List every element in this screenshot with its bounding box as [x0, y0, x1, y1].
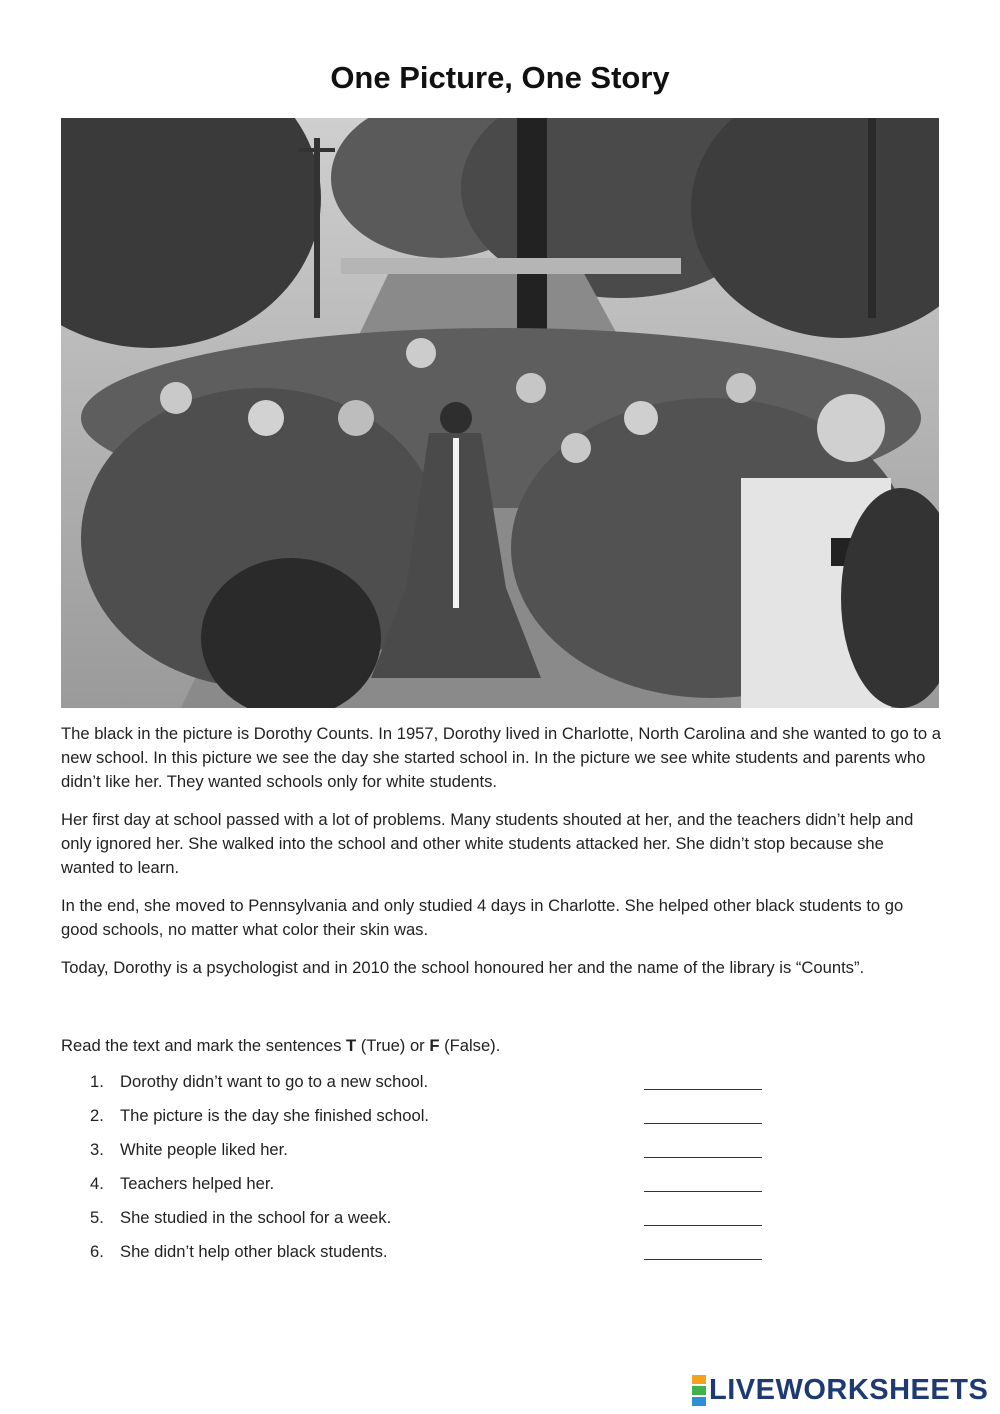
question-item: [61, 1070, 781, 1104]
answer-blank[interactable]: [644, 1089, 762, 1090]
answer-blank[interactable]: [644, 1225, 762, 1226]
story-paragraph: The black in the picture is Dorothy Counts. In 1957, Dorothy lived in Charlotte, North Carolina and she wanted to go to a new school. In this picture we see the day she started school in. In the picture we see white students and parents who didn’t like her. They wanted schools only for white students.: [61, 724, 941, 791]
logo-block: [692, 1375, 706, 1384]
true-letter: T: [346, 1036, 357, 1055]
true-label: (True) or: [356, 1036, 430, 1055]
logo-text: LIVEWORKSHEETS: [709, 1373, 989, 1406]
question-item: [61, 1138, 781, 1172]
question-number: 2.: [90, 1106, 104, 1125]
instructions-text: Read the text and mark the sentences: [61, 1036, 347, 1055]
answer-blank[interactable]: [644, 1123, 762, 1124]
story-paragraph: Her first day at school passed with a lot of problems. Many students shouted at her, and the teachers didn’t help and only ignored her. She walked into the school and other white students attacked her. She didn’t stop because she wanted to learn.: [61, 810, 914, 877]
story-paragraph: In the end, she moved to Pennsylvania and only studied 4 days in Charlotte. She helped other black students to go good schools, no matter what color their skin was.: [61, 896, 904, 939]
answer-blank[interactable]: [644, 1259, 762, 1260]
question-number: 4.: [90, 1174, 104, 1193]
question-number: 6.: [90, 1242, 104, 1261]
historical-photo: [61, 118, 939, 708]
false-label: (False).: [439, 1036, 501, 1055]
question-item: [61, 1206, 781, 1240]
question-text: She studied in the school for a week.: [120, 1208, 392, 1227]
logo-block: [692, 1397, 706, 1406]
liveworksheets-logo: [692, 1372, 988, 1408]
page-title: One Picture, One Story: [330, 60, 670, 95]
photo-illustration: [61, 118, 939, 708]
false-letter: F: [429, 1036, 440, 1055]
question-text: White people liked her.: [120, 1140, 288, 1159]
logo-block: [692, 1386, 706, 1395]
question-text: Teachers helped her.: [120, 1174, 275, 1193]
question-text: The picture is the day she finished school.: [120, 1106, 430, 1125]
logo-mark-icon: [692, 1374, 706, 1407]
question-list: [61, 1070, 781, 1274]
question-item: [61, 1172, 781, 1206]
exercise-instructions: [61, 1034, 941, 1058]
question-item: [61, 1240, 781, 1274]
story-text: [61, 722, 941, 994]
answer-blank[interactable]: [644, 1191, 762, 1192]
answer-blank[interactable]: [644, 1157, 762, 1158]
question-text: Dorothy didn’t want to go to a new school.: [120, 1072, 429, 1091]
question-number: 5.: [90, 1208, 104, 1227]
question-number: 3.: [90, 1140, 104, 1159]
question-item: [61, 1104, 781, 1138]
question-number: 1.: [90, 1072, 104, 1091]
story-paragraph: Today, Dorothy is a psychologist and in 2010 the school honoured her and the name of the library is “Counts”.: [61, 958, 865, 977]
question-text: She didn’t help other black students.: [120, 1242, 388, 1261]
